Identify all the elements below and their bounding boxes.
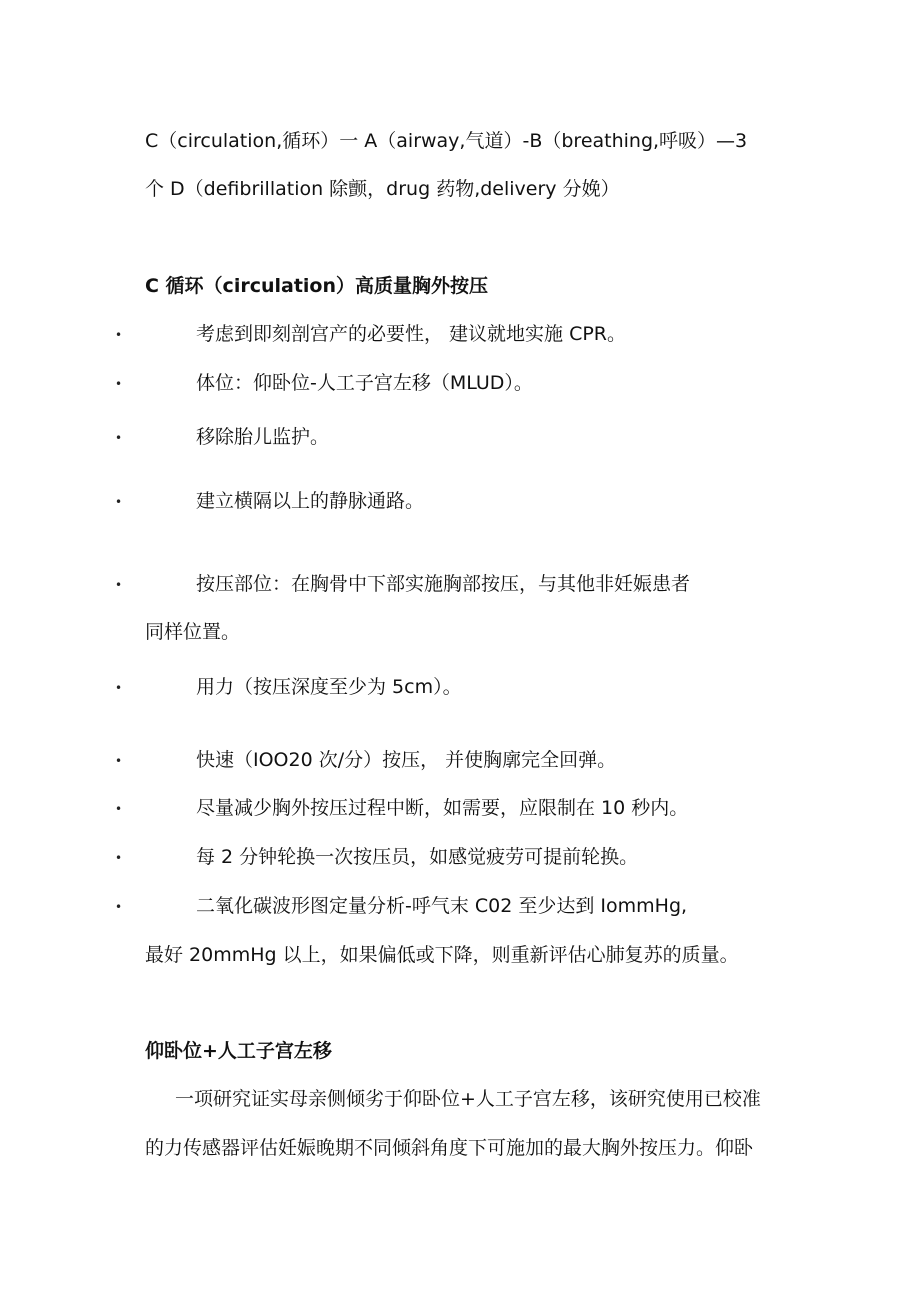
list-item: 用力（按压深度至少为 5cm）。 [196,676,462,698]
bullet-marker: • [115,802,123,816]
list-item: 考虑到即刻剖宫产的必要性， 建议就地实施 CPR。 [196,323,627,345]
section-heading-supine: 仰卧位+人工子宫左移 [145,1040,332,1062]
bullet-marker: • [115,431,123,445]
list-item: 体位：仰卧位-人工子宫左移（MLUD）。 [196,372,533,394]
bullet-marker: • [115,377,123,391]
bullet-marker: • [115,495,123,509]
section-heading-circulation: C 循环（circulation）高质量胸外按压 [145,275,489,297]
bullet-marker: • [115,681,123,695]
bullet-marker: • [115,851,123,865]
list-item-continuation: 同样位置。 [145,621,241,643]
list-item: 快速（IOO20 次/分）按压， 并使胸廓完全回弹。 [196,749,617,771]
intro-line-1: C（circulation,循环）一 A（airway,气道）-B（breathing,呼吸）—3 [145,130,748,152]
list-item: 二氧化碳波形图定量分析-呼气末 C02 至少达到 IommHg, [196,895,688,917]
list-item: 移除胎儿监护。 [196,426,330,448]
bullet-marker: • [115,328,123,342]
list-item: 尽量减少胸外按压过程中断，如需要，应限制在 10 秒内。 [196,797,689,819]
list-item: 每 2 分钟轮换一次按压员，如感觉疲劳可提前轮换。 [196,846,639,868]
list-item: 按压部位：在胸骨中下部实施胸部按压，与其他非妊娠患者 [196,573,691,595]
intro-line-2: 个 D（defibrillation 除颤，drug 药物,delivery 分娩） [145,178,620,200]
bullet-marker: • [115,900,123,914]
paragraph-line-1: 一项研究证实母亲侧倾劣于仰卧位+人工子宫左移，该研究使用已校准 [175,1088,761,1110]
paragraph-line-2: 的力传感器评估妊娠晚期不同倾斜角度下可施加的最大胸外按压力。仰卧 [145,1137,754,1159]
list-item: 建立横隔以上的静脉通路。 [196,490,425,512]
list-item-continuation: 最好 20mmHg 以上，如果偏低或下降，则重新评估心肺复苏的质量。 [145,944,739,966]
bullet-marker: • [115,578,123,592]
bullet-marker: • [115,754,123,768]
